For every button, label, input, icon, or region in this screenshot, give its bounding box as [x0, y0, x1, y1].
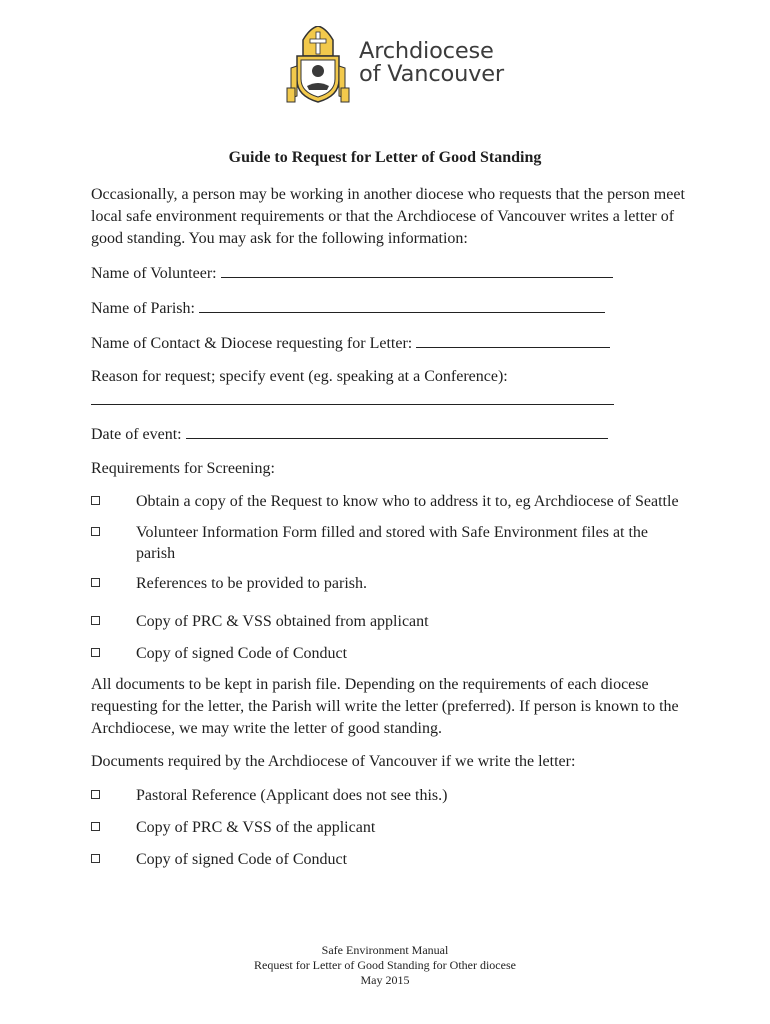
reason-label: Reason for request; specify event (eg. speaking at a Conference):: [91, 368, 508, 385]
requirement-text: Volunteer Information Form filled and stored with Safe Environment files at the parish: [136, 524, 649, 562]
parish-field: [91, 298, 605, 318]
date-field: [91, 424, 608, 444]
archdiocese-crest-icon: [283, 26, 353, 106]
contact-field: [91, 333, 610, 353]
requirement-text: Obtain a copy of the Request to know who to address it to, eg Archdiocese of Seattle: [136, 493, 679, 510]
footer-line-3: May 2015: [360, 973, 410, 987]
checkbox-icon[interactable]: [91, 822, 100, 831]
footer-line-1: Safe Environment Manual: [321, 943, 449, 957]
parish-label: Name of Parish:: [91, 300, 195, 317]
checkbox-icon[interactable]: [91, 648, 100, 657]
archdiocese-doc-text: Pastoral Reference (Applicant does not see this.): [136, 787, 448, 804]
archdiocese-logo: [283, 26, 504, 106]
checkbox-icon[interactable]: [91, 854, 100, 863]
date-label: Date of event:: [91, 426, 182, 443]
volunteer-label: Name of Volunteer:: [91, 265, 217, 282]
volunteer-line[interactable]: [221, 263, 613, 278]
archdiocese-docs-label: Documents required by the Archdiocese of Vancouver if we write the letter:: [91, 753, 576, 770]
requirements-label: Requirements for Screening:: [91, 460, 275, 477]
checkbox-icon[interactable]: [91, 616, 100, 625]
archdiocese-doc-text: Copy of PRC & VSS of the applicant: [136, 819, 376, 836]
page-footer: [0, 943, 770, 988]
checkbox-icon[interactable]: [91, 527, 100, 536]
intro-paragraph: Occasionally, a person may be working in another diocese who requests that the person meet local safe environment requirements or that the Archdiocese of Vancouver writes a letter of good standing. You may ask for the following information:: [91, 186, 685, 247]
documents-note: All documents to be kept in parish file. Depending on the requirements of each diocese requesting for the letter, the Parish will write the letter (preferred). If person is known to the Archdiocese, we may write the letter of good standing.: [91, 676, 679, 737]
reason-field: [91, 368, 508, 386]
logo-line-2: of Vancouver: [359, 61, 504, 87]
reason-line[interactable]: [91, 404, 614, 405]
footer-line-2: Request for Letter of Good Standing for Other diocese: [254, 958, 516, 972]
volunteer-field: [91, 263, 613, 283]
requirement-text: Copy of PRC & VSS obtained from applicant: [136, 613, 429, 630]
checkbox-icon[interactable]: [91, 496, 100, 505]
archdiocese-doc-text: Copy of signed Code of Conduct: [136, 851, 348, 868]
requirement-text: Copy of signed Code of Conduct: [136, 645, 348, 662]
requirement-text: References to be provided to parish.: [136, 575, 368, 592]
checkbox-icon[interactable]: [91, 790, 100, 799]
contact-line[interactable]: [416, 333, 610, 348]
date-line[interactable]: [186, 424, 608, 439]
page-title: Guide to Request for Letter of Good Standing: [228, 149, 542, 166]
parish-line[interactable]: [199, 298, 605, 313]
checkbox-icon[interactable]: [91, 578, 100, 587]
logo-line-1: Archdiocese: [359, 38, 494, 64]
contact-label: Name of Contact & Diocese requesting for Letter:: [91, 335, 413, 352]
